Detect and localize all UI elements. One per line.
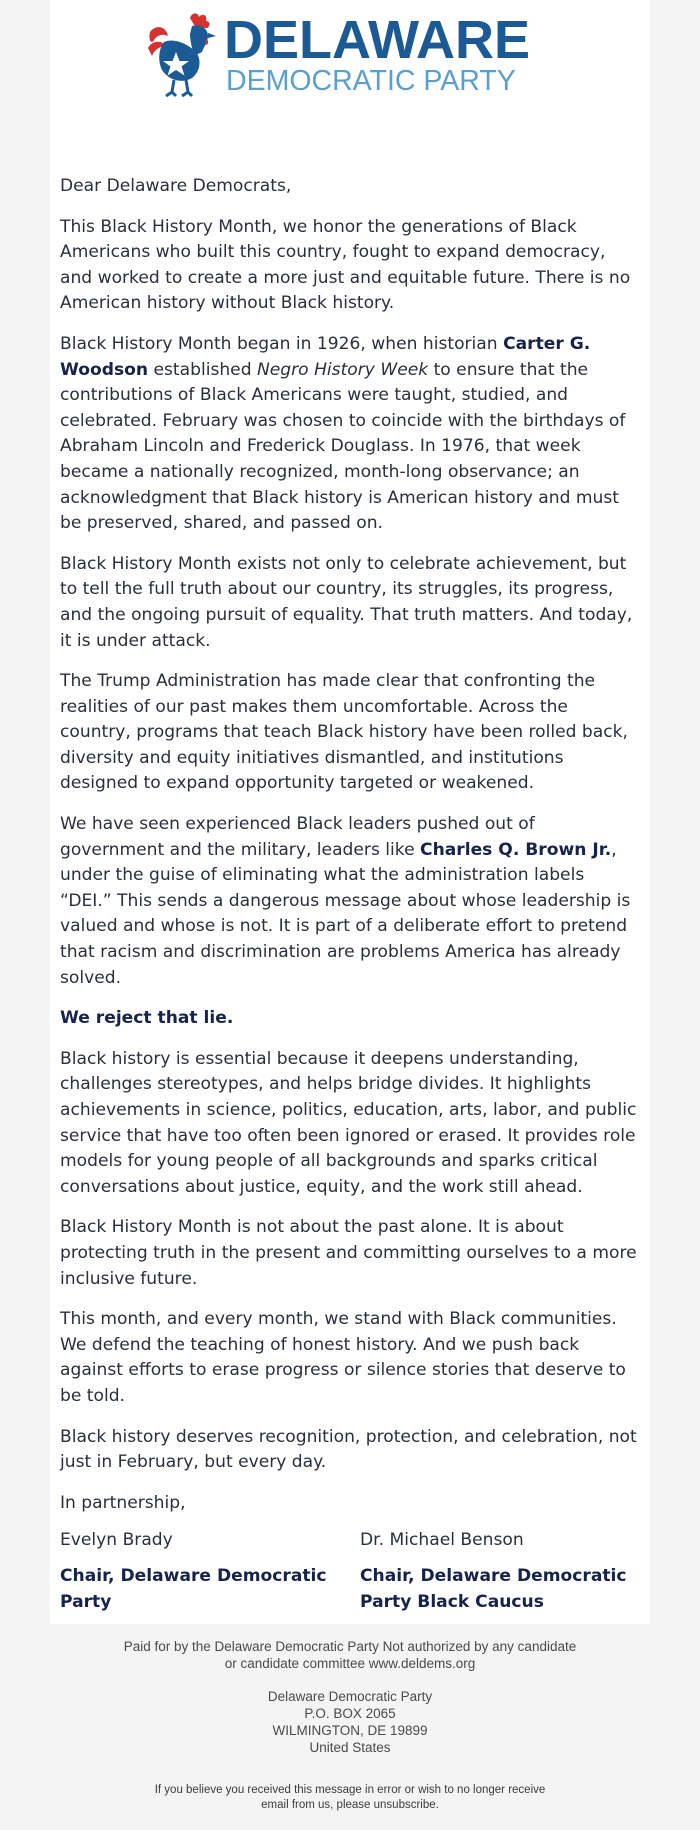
unsubscribe-link[interactable]: unsubscribe	[373, 1799, 436, 1811]
logo-subtitle: DEMOCRATIC PARTY	[226, 65, 516, 97]
footer-unsubscribe	[0, 1783, 700, 1813]
email-card	[50, 0, 650, 1624]
signature-right	[360, 1528, 640, 1615]
logo-title: DELAWARE	[224, 10, 531, 70]
signature-name: Dr. Michael Benson	[360, 1530, 524, 1550]
closing: In partnership,	[60, 1492, 186, 1513]
paragraph-5: We have seen experienced Black leaders pushed out of government and the military, leaders like Charles Q. Brown Jr., under the guise of eliminating what the administration labels “DEI.” This sends a dangerous message about whose leadership is valued and whose is not. It is part of a deliberate effort to pretend that racism and discrimination are problems America has already solved.	[60, 814, 631, 988]
paragraph-9: This month, and every month, we stand with Black communities. We defend the teaching of honest history. And we push back against efforts to erase progress or silence stories that deserve to be told.	[60, 1309, 626, 1406]
footer-paid-for	[0, 1638, 700, 1672]
signature-role: Chair, Delaware Democratic Party Black Caucus	[360, 1566, 627, 1612]
paragraph-4: The Trump Administration has made clear that confronting the realities of our past makes them uncomfortable. Across the country, programs that teach Black history have been rolled back, diversity and equity initiatives dismantled, and institutions designed to expand opportunity targeted or weakened.	[60, 671, 628, 794]
paragraph-1: This Black History Month, we honor the generations of Black Americans who built this country, fought to expand democracy, and worked to create a more just and equitable future. There is no American history without Black history.	[60, 216, 631, 314]
charles-brown-name: Charles Q. Brown Jr.	[420, 839, 612, 860]
country: United States	[309, 1740, 391, 1755]
signature-name: Evelyn Brady	[60, 1530, 173, 1550]
delaware-democratic-party-logo[interactable]	[146, 12, 566, 100]
paragraph-3: Black History Month exists not only to celebrate achievement, but to tell the full truth about our country, its struggles, its progress, and the ongoing pursuit of equality. That truth matters. And today, it is under attack.	[60, 553, 633, 651]
paragraph-8: Black History Month is not about the past alone. It is about protecting truth in the present and committing ourselves to a more inclusive future.	[60, 1217, 637, 1289]
city-line: WILMINGTON, DE 19899	[272, 1723, 428, 1738]
org-name: Delaware Democratic Party	[267, 1689, 433, 1704]
footer-address	[0, 1688, 700, 1756]
paragraph-2: Black History Month began in 1926, when historian Carter G. Woodson established Negro History Week to ensure that the contributions of Black Americans were taught, studied, and celebrated. February was chosen to coincide with the birthdays of Abraham Lincoln and Frederick Douglass. In 1976, that week became a nationally recognized, month-long observance; an acknowledgment that Black history is American history and must be preserved, shared, and passed on.	[60, 333, 626, 534]
po-box: P.O. BOX 2065	[304, 1706, 396, 1721]
carter-woodson-name: Carter G. Woodson	[60, 333, 591, 380]
negro-history-week-title: Negro History Week	[257, 359, 429, 380]
paid-for-disclaimer: Paid for by the Delaware Democratic Party Not authorized by any candidate or candidate committee www.deldems.org	[123, 1639, 577, 1671]
paragraph-10: Black history deserves recognition, protection, and celebration, not just in February, but every day.	[60, 1426, 637, 1473]
letter-body	[60, 174, 640, 1531]
signature-left	[60, 1528, 340, 1615]
paragraph-6-heading: We reject that lie.	[60, 1008, 234, 1029]
greeting: Dear Delaware Democrats,	[60, 176, 292, 196]
unsubscribe-notice: If you believe you received this message in error or wish to no longer receive email from us, please unsubscribe.	[154, 1784, 546, 1811]
signature-role: Chair, Delaware Democratic Party	[60, 1566, 327, 1612]
paragraph-7: Black history is essential because it deepens understanding, challenges stereotypes, and helps bridge divides. It highlights achievements in science, politics, education, arts, labor, and public service that have too often been ignored or erased. It provides role models for young people of all backgrounds and sparks critical conversations about justice, equity, and the work still ahead.	[60, 1048, 637, 1197]
rooster-star-icon	[146, 12, 226, 98]
